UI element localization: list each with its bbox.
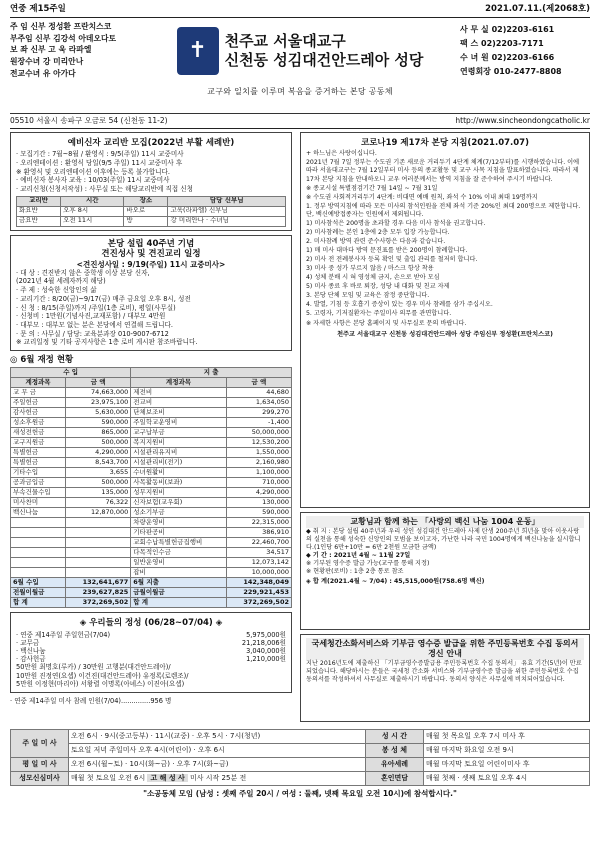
table-row: 차량운영비 22,315,000 xyxy=(11,518,292,528)
covid-paragraph: 5. 고령자, 기저질환자는 주일미사 의무를 관면합니다. xyxy=(306,310,452,318)
left-column xyxy=(10,132,292,726)
issue-week: 연중 제15주일 xyxy=(10,4,66,14)
parish-brand xyxy=(140,21,460,113)
covid-paragraph: 2021년 7월 7일 정부는 수도권 기존 새로운 거리두기 4단계 체계(7/12부터)를 시행하였습니다. 이에 따라 서울대교구는 7월 12일부터 미사 등의 종교활동 및 교구 사목 지침을 발표하였습니다. 따라서 제17차 본당 지침을 안내하오니 교우 여러분께서는 방역 지침을 잘 준수하여 주시기 바랍니다. xyxy=(306,159,580,183)
catechism-title: 예비신자 교리반 모집(2022년 부활 세례반) xyxy=(67,138,235,148)
staff-list xyxy=(10,21,140,113)
thanks-line: 50만원 최명호(루카) / 30만원 고행분(대건안드레아)/ xyxy=(16,662,171,671)
covid-paragraph: 5) 미사 종료 후 바로 퇴장, 성당 내 대화 및 친교 자제 xyxy=(306,283,450,291)
thanks-line: 5만원 이정현(마리아) 서왕렬 이명록(아녜스) 이진아(요셉) xyxy=(16,680,185,689)
catechism-line: · 예비신자 봉사자 교육 : 10/03(주일) 11시 교중미사 xyxy=(16,176,170,185)
contact-line: 수 녀 원 02)2203-6166 xyxy=(460,53,555,62)
confirmation-title: 본당 설립 40주년 기념 xyxy=(107,238,195,249)
covid-paragraph: 4. 발열, 기침 등 호흡기 증상이 있는 경우 미사 참례를 삼가 주십시오. xyxy=(306,301,493,309)
confirmation-box xyxy=(10,235,292,351)
table-row: 특별헌금 8,543,700 시설관리비(전기) 2,160,980 xyxy=(11,458,292,468)
contact-line: 연령회장 010-2477-8808 xyxy=(460,67,562,76)
covid-paragraph: ※ 수도권 사회적거리두기 4단계: 비대면 예배 원칙, 좌석 수 10% 이내 최대 19명까지 xyxy=(306,193,538,201)
covid-paragraphs xyxy=(306,159,584,327)
address: 05510 서울시 송파구 오금로 54 (신천동 11-2) xyxy=(10,116,168,125)
table-row: 성소후원금 590,000 주일학교운영비 -1,400 xyxy=(11,418,292,428)
total-row: 6월 수입 132,641,677 6월 지출 142,348,049 xyxy=(11,578,292,588)
parish-slogan: 교구와 일치를 이루며 복음을 증거하는 본당 공동체 xyxy=(207,87,393,96)
staff-line: 주 임 신부 정성환 프란치스코 xyxy=(10,22,112,31)
table-row: 공과금입금 500,000 사목활동비(보좌) 710,000 xyxy=(11,478,292,488)
finance-section xyxy=(10,355,292,608)
staff-line: 원장수녀 강 미리안나 xyxy=(10,57,84,67)
confirmation-line: · 대부모 : 대부모 없는 분은 본당에서 연결해 드립니다. xyxy=(16,320,173,329)
confirmation-line: · 신 청 : 8/15(주일)까지 /주일(1층 로비), 평일(사무실) xyxy=(16,303,176,312)
vaccine-period: ◆ 기 간 : 2021년 4월 ~ 11월 27일 xyxy=(306,551,411,559)
vaccine-title: 교황님과 함께 하는 「사랑의 백신 나눔 1004 운동」 xyxy=(306,516,584,528)
covid-closing: 천주교 서울대교구 신천동 성김대건안드레아 성당 주임신부 정성환(프란치스코) xyxy=(337,330,553,338)
mass-schedule xyxy=(10,729,590,786)
table-row: 교 무 금 74,663,000 제전비 44,680 xyxy=(11,388,292,398)
tax-body: 지난 2016년도에 제출하신 「기부금영수증발급용 주민등록번호 수집 동의서」 유효 기간(5년)이 만료되었습니다. 해당하시는 분들은 국세청 간소화 서비스와 기부금영수증 발급을 위한 주민등록번호 수집동의서를 작성하셔서 사무실로 제출하시기 바랍니다. 동의서 양식은 사무실에 비치되어있습니다. xyxy=(306,659,582,683)
covid-title: 코로나19 제17차 본당 지침(2021.07.07) xyxy=(361,138,529,148)
table-row: 특별헌금 4,290,000 시설관리유지비 1,550,000 xyxy=(11,448,292,458)
vaccine-total: ◈ 합 계(2021.4월 ~ 7/04) : 45,515,000원(758.6명 백신) xyxy=(306,578,485,586)
total-row: 전월이월금 239,627,825 금월이월금 229,921,453 xyxy=(11,588,292,598)
table-row: 주일헌금 23,975,100 전교비 1,634,050 xyxy=(11,398,292,408)
confirmation-line: · 신청비 : 1만원(기념사진,교재포함) / 대부모 4만원 xyxy=(16,312,166,321)
table-row: 새성전헌금 865,000 교구납부금 50,000,000 xyxy=(11,428,292,438)
confirmation-line: · 문 의 : 사무실 / 담당: 교육분과장 010-9007-6712 xyxy=(16,329,169,338)
confirmation-line: · 대 상 : 견진받지 않은 중학생 이상 본당 신자, xyxy=(16,268,150,277)
table-row: 교회수납특별헌금집행비 22,460,700 xyxy=(11,538,292,548)
address-bar xyxy=(10,114,590,129)
table-row: 다목적인수금 34,517 xyxy=(11,548,292,558)
offering-row: · 감사헌금 1,210,000원 xyxy=(16,654,286,663)
table-row: 잡비 10,000,000 xyxy=(11,568,292,578)
finance-table: 수 입 지 출 계정과목 금 액 계정과목 금 액 교 무 금 74,663,000 제전비 44,680 주일헌금 23,975,100 전교비 1,634,050 감사헌금 5,630,000 단체보조비 299,270 성소후원금 590,000 주일학교운영비 -1,400 새성전헌금 865,000 교구납부금 50,000,000 교구지원금 500,000 복지지원비 12,530,200 특별헌금 4,290,000 시설관리유지비 1,550,000 특별헌금 8,543,700 시설관리비(전기) 2,160,980 기타수입 3,655 수녀원활비 1,100,000 공과금입금 500,000 사목활동비(보좌) 710,000 부속건물수입 135,000 성무지원비 4,290,000 미사찬미 76,322 신자보험(교우회) 130,000 백신나눔 12,870,000 성소기부금 590,000 차량운영비 22,315,000 기타판공비 386,910 교회수납특별헌금집행비 22,460,700 다목적인수금 34,517 일반운영비 12,073,142 잡비 10,000,000 6월 수입 132,641,677 6월 지출 142,348,049 전월이월금 239,627,825 금월이월금 229,921,453 합 계 372,269,502 합 계 372,269,502 xyxy=(10,367,292,608)
header xyxy=(10,18,590,114)
covid-paragraph: 2) 미사참례는 본인 1층에 2층 모두 입장 가능합니다. xyxy=(306,228,450,236)
parish-name-line2: 신천동 성김대건안드레아 성당 xyxy=(224,51,424,69)
catechism-line: ※ 환영식 및 오리엔테이션 이후에는 등록 불가합니다. xyxy=(16,167,170,176)
catechism-line: · 오리엔테이션 : 환영식 당일(9/5 주일) 11시 교중미사 후 xyxy=(16,159,183,168)
total-row: 합 계 372,269,502 합 계 372,269,502 xyxy=(11,598,292,608)
catechism-line: · 교리신청(신청서작성) : 사무실 또는 해당교리반에 직접 신청 xyxy=(16,185,194,194)
confirmation-line: ※ 교리일정 및 기타 공지사항은 1층 로비 게시판 참조바랍니다. xyxy=(16,338,198,347)
offering-row: · 백신나눔 3,040,000원 xyxy=(16,646,286,655)
table-row: 감사헌금 5,630,000 단체보조비 299,270 xyxy=(11,408,292,418)
covid-paragraph: 1. 정부 방역지침에 따라 모든 미사의 참석인원을 전체 좌석 기준 20%인 최대 200명으로 제한합니다. 단, 백신예방접종자는 인원에서 제외됩니다. xyxy=(306,202,581,218)
covid-paragraph: 2) 미사 전 전례봉사자 등록 확인 및 출입 관리를 철저히 합니다. xyxy=(306,256,478,264)
covid-paragraph: 4) 성체 분배 시 혀 영성체 금지, 손으로 받아 모심 xyxy=(306,274,440,282)
vaccine-how: ※ 현황판(로비) : 1층 2층 통로 참조 xyxy=(306,568,404,576)
offerings-box xyxy=(10,612,292,693)
contact-list xyxy=(460,21,590,113)
mass-row: 평 일 미 사 오전 6시(월~토) · 10시(화~금) · 오후 7시(화~금) 유아세례 매월 마지막 토요일 어린이미사 후 xyxy=(11,758,590,772)
covid-paragraph: ※ 종교시설 특별점검기간 7월 14일 ~ 7월 31일 xyxy=(306,184,438,192)
contact-line: 사 무 실 02)2203-6161 xyxy=(460,25,555,34)
covid-paragraph: 3) 미사 중 성가 부르지 않음 / 마스크 항상 착용 xyxy=(306,265,434,273)
mass-row: 성모신심미사 매월 첫 토요일 오전 6시 고 해 성 사 미사 시작 25분 전 혼인면담 매월 첫째 · 셋째 토요일 오후 4시 xyxy=(11,772,590,786)
table-row: 금요반 오전 11시 방 강 미리안나 · 수녀님 xyxy=(17,216,286,226)
staff-line: 부주임 신부 김강석 아데오다토 xyxy=(10,33,117,43)
confirmation-date: <견진성사일 : 9/19(주일) 11시 교중미사> xyxy=(76,259,226,269)
table-row: 기타수입 3,655 수녀원활비 1,100,000 xyxy=(11,468,292,478)
table-row: 화요반 오후 8시 바오로 고욱(라파엘) 신부님 xyxy=(17,206,286,216)
mass-row: 주 일 미 사 오전 6시 · 9시(중고등부) · 11시(교중) · 오후 5시 · 7시(청년) 성 시 간 매월 첫 목요일 오후 7시 미사 후 xyxy=(11,730,590,744)
thanks-line: 10만원 진정연(요셉) 이건진(대건안드레아) 유정록(로렌조)/ xyxy=(16,671,189,680)
confirmation-line: (2021년 4월 세례자까지 해당) xyxy=(16,277,106,286)
issue-date: 2021.07.11.(제2068호) xyxy=(485,4,590,14)
parish-name-line1: 천주교 서울대교구 xyxy=(224,32,346,51)
offerings-title: ◈ 우리들의 정성 (06/28~07/04) ◈ xyxy=(79,618,223,629)
vaccine-method: ※ 기부된 영수증 발급 가능(교구를 통해 지정) xyxy=(306,560,430,567)
covid-paragraph: 2. 미사참례 방역 관련 준수사항은 다음과 같습니다. xyxy=(306,237,446,245)
attendance: · 연중 제14주일 미사 참례 인원(7/04)..............956 명 xyxy=(10,697,172,706)
covid-paragraph: 3. 본당 단체 모임 및 교육은 잠정 중단합니다. xyxy=(306,292,430,300)
tax-box xyxy=(300,634,590,722)
confirmation-line: · 주 제 : 성숙한 신앙인의 삶 xyxy=(16,286,97,295)
table-row: 일반운영비 12,073,142 xyxy=(11,558,292,568)
table-row: 부속건물수입 135,000 성무지원비 4,290,000 xyxy=(11,488,292,498)
covid-paragraph: ※ 자세한 사항은 본당 홈페이지 및 사무실로 문의 바랍니다. xyxy=(306,319,467,327)
tax-title: 국세청간소화서비스와 기부금 영수증 발급을 위한 주민등록번호 수집 동의서 경신 안내 xyxy=(306,638,584,660)
contact-line: 팩 스 02)2203-7171 xyxy=(460,39,544,48)
catechism-line: · 모집기간 : 7월~8월 / 환영식 : 9/5(주일) 11시 교중미사 xyxy=(16,150,184,159)
vaccine-desc: ◆ 취 지 : 본당 설립 40주년과 우리 성인 성김대건 안드레아 사제 탄생 200주년 희년을 맞아 이웃사랑의 실천을 통해 성숙한 신앙인의 모범을 보이고자, 가난한 나라 국민 1004명에게 백신나눔을 실시합니다.(1인당 6만+10만 = 6만 2천원 모금한 금액) xyxy=(306,527,581,551)
right-column xyxy=(300,132,590,726)
table-row: 교구지원금 500,000 복지지원비 12,530,200 xyxy=(11,438,292,448)
staff-line: 전교수녀 유 아가다 xyxy=(10,68,76,78)
covid-paragraph: 1) 매 미사 대마다 방역 문진표를 받은 200명이 참례합니다. xyxy=(306,247,468,255)
website-link[interactable]: http://www.sincheondongcatholic.kr xyxy=(455,116,590,125)
issue-bar xyxy=(10,4,590,18)
parish-logo-icon: ✝ xyxy=(177,27,219,75)
offering-row: · 연중 제14주일 주일헌금(7/04) 5,975,000원 xyxy=(16,630,286,639)
confirmation-subtitle: 견진성사 및 견진교리 일정 xyxy=(101,249,201,260)
catechism-box xyxy=(10,132,292,231)
mass-row: 토요일 저녁 주일미사 오후 4시(어린이) · 오후 6시 봉 성 체 매월 마지막 화요일 오전 9시 xyxy=(11,744,590,758)
table-row: 기타판공비 386,910 xyxy=(11,528,292,538)
footer-note: "소공동체 모임 (남성 : 셋째 주일 20시 / 여성 : 둘째, 넷째 목요일 오전 10시)에 참석합시다." xyxy=(143,789,457,798)
finance-title: ◎ 6월 재정 현황 xyxy=(10,355,74,366)
staff-line: 보 좌 신부 고 욱 라파엘 xyxy=(10,45,92,55)
confirmation-line: · 교리기간 : 8/20(금)~9/17(금) 매주 금요일 오후 8시, 성전 xyxy=(16,294,191,303)
covid-box xyxy=(300,132,590,508)
catechism-table: 교리반 시간 장소 담당 신부님 화요반 오후 8시 바오로 고욱(라파엘) 신부님 금요반 오전 11시 방 강 미리안나 · 수녀님 xyxy=(16,196,286,227)
covid-intro: + 하느님은 사랑이십니다. xyxy=(306,150,377,158)
covid-paragraph: 1) 미사참석은 200명을 초과할 경우 다음 미사 참석을 권고합니다. xyxy=(306,219,486,227)
table-row: 미사찬미 76,322 신자보험(교우회) 130,000 xyxy=(11,498,292,508)
table-row: 백신나눔 12,870,000 성소기부금 590,000 xyxy=(11,508,292,518)
vaccine-box xyxy=(300,512,590,630)
offering-row: · 교무금 21,218,006원 xyxy=(16,638,286,647)
